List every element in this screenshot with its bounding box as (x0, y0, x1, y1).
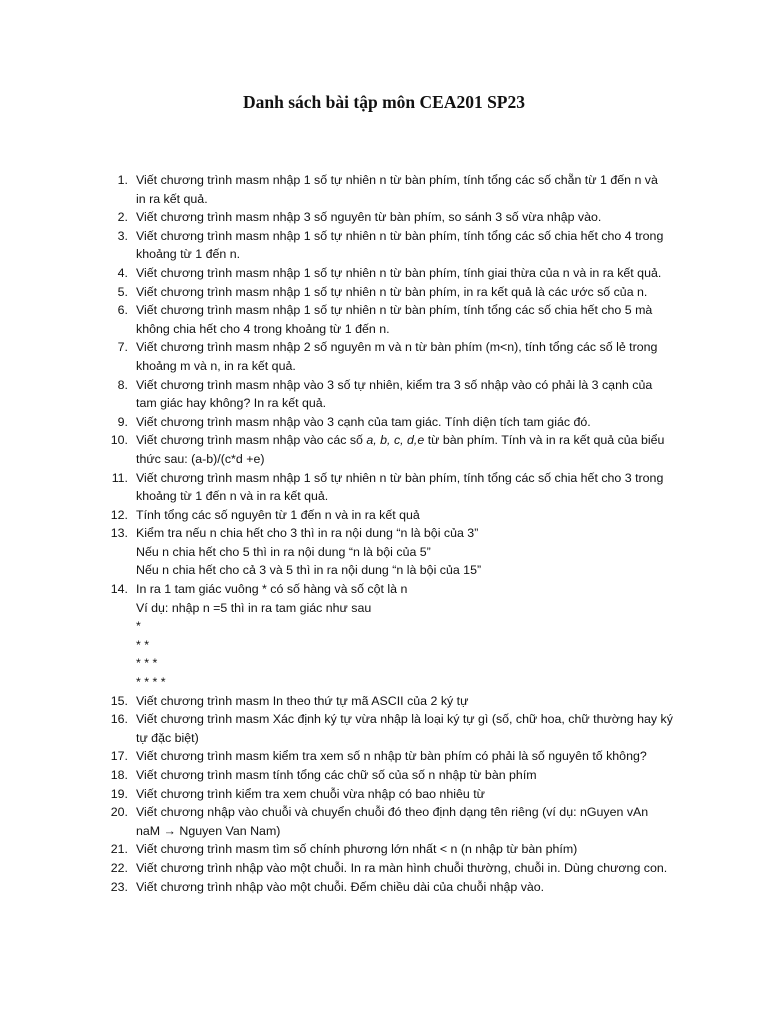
exercise-text-line: không chia hết cho 4 trong khoảng từ 1 đến n. (136, 321, 390, 336)
exercise-number: 1. (117, 173, 128, 187)
exercise-text-line: Tính tổng các số nguyên từ 1 đến n và in ra kết quả (136, 507, 420, 522)
exercise-item (104, 376, 684, 413)
exercise-text-line: naM → Nguyen Van Nam) (136, 823, 281, 838)
exercise-item (104, 692, 684, 711)
exercise-number: 11. (111, 470, 128, 485)
exercise-item (104, 469, 684, 506)
exercise-number: 4. (117, 265, 128, 280)
exercise-number: 17. (110, 749, 128, 764)
exercise-item (104, 208, 684, 227)
exercise-text-line: Viết chương nhập vào chuỗi và chuyển chuỗi đó theo định dạng tên riêng (ví dụ: nGuyen vAn (136, 805, 649, 820)
exercise-number: 16. (110, 712, 128, 727)
exercise-number: 3. (117, 228, 128, 243)
exercise-number: 22. (110, 860, 128, 875)
exercise-text-line: Viết chương trình masm nhập 1 số tự nhiên n từ bàn phím, tính tổng các số chẵn từ 1 đến n và (136, 173, 658, 187)
exercise-text-line: tam giác hay không? In ra kết quả. (136, 396, 327, 411)
page-title: Danh sách bài tập môn CEA201 SP23 (243, 92, 525, 112)
exercise-item (104, 710, 684, 747)
exercise-text-line: Viết chương trình masm nhập 1 số tự nhiên n từ bàn phím, tính tổng các số chia hết cho 3 trong (136, 470, 664, 485)
exercise-text-line: khoảng từ 1 đến n và in ra kết quả. (136, 489, 329, 504)
exercise-text-line: Nếu n chia hết cho 5 thì in ra nội dung “n là bội của 5” (136, 544, 431, 559)
exercise-item (104, 506, 684, 525)
exercise-text-line: * * * * (136, 675, 166, 690)
exercise-number: 18. (110, 768, 128, 782)
exercise-text-line: Viết chương trình masm nhập 1 số tự nhiên n từ bàn phím, tính tổng các số chia hết cho 4 trong (136, 228, 664, 243)
exercise-item (104, 840, 684, 859)
exercise-number: 2. (117, 210, 128, 225)
exercise-text-line: tự đặc biệt) (136, 730, 199, 745)
exercise-item (104, 878, 684, 897)
exercise-number: 20. (110, 805, 128, 820)
exercise-text-line: thức sau: (a-b)/(c*d +e) (136, 451, 265, 466)
exercise-item (104, 264, 684, 283)
exercise-item (104, 859, 684, 878)
exercise-text-line: * * * (136, 656, 158, 671)
exercise-item (104, 766, 684, 785)
exercise-item (104, 227, 684, 264)
exercise-number: 14. (110, 582, 128, 597)
exercise-text-line: Viết chương trình masm nhập vào 3 số tự nhiên, kiểm tra 3 số nhập vào có phải là 3 cạnh của (136, 377, 653, 392)
exercise-text-line: Viết chương trình masm nhập vào các số a, b, c, d,e từ bàn phím. Tính và in ra kết quả của biểu (136, 433, 665, 448)
exercise-text-line: Viết chương trình masm nhập 2 số nguyên m và n từ bàn phím (m<n), tính tổng các số lẻ trong (136, 340, 658, 355)
exercise-item (104, 431, 684, 468)
exercise-number: 5. (117, 284, 128, 299)
exercise-text-line: khoảng từ 1 đến n. (136, 247, 241, 262)
exercise-number: 19. (110, 786, 128, 801)
exercise-text-line: in ra kết quả. (136, 191, 208, 206)
exercise-text-line: Viết chương trình nhập vào một chuỗi. In ra màn hình chuỗi thường, chuỗi in. Dùng chương con. (136, 860, 668, 875)
exercise-item (104, 171, 684, 208)
exercise-number: 13. (110, 526, 128, 541)
exercise-text-line: Viết chương trình masm Xác định ký tự vừa nhập là loại ký tự gì (số, chữ hoa, chữ thường hay ký (136, 712, 673, 727)
exercise-number: 10. (110, 433, 128, 448)
exercise-text-line: Nếu n chia hết cho cả 3 và 5 thì in ra nội dung “n là bội của 15” (136, 563, 482, 578)
exercise-number: 12. (110, 507, 128, 522)
exercise-text-line: Viết chương trình masm kiểm tra xem số n nhập từ bàn phím có phải là số nguyên tố không? (136, 749, 647, 764)
exercise-text-line: Viết chương trình masm nhập 1 số tự nhiên n từ bàn phím, tính giai thừa của n và in ra kết quả. (136, 265, 662, 280)
exercise-text-line: khoảng m và n, in ra kết quả. (136, 358, 296, 373)
exercise-item (104, 580, 684, 692)
exercise-item (104, 785, 684, 804)
exercise-item (104, 524, 684, 580)
exercise-item (104, 747, 684, 766)
exercise-number: 23. (110, 879, 128, 894)
exercise-text-line: Ví dụ: nhập n =5 thì in ra tam giác như sau (136, 600, 372, 615)
exercise-text-line: Viết chương trình masm nhập vào 3 cạnh của tam giác. Tính diện tích tam giác đó. (136, 414, 591, 429)
exercise-text-line: In ra 1 tam giác vuông * có số hàng và số cột là n (136, 582, 408, 597)
exercise-item (104, 338, 684, 375)
exercise-item (104, 283, 684, 302)
exercise-text-line: Kiểm tra nếu n chia hết cho 3 thì in ra nội dung “n là bội của 3” (136, 526, 479, 541)
exercise-text-line: Viết chương trình nhập vào một chuỗi. Đếm chiều dài của chuỗi nhập vào. (136, 879, 545, 894)
exercise-text-line: Viết chương trình kiểm tra xem chuỗi vừa nhập có bao nhiêu từ (136, 786, 485, 801)
exercise-item (104, 301, 684, 338)
exercise-text-line: * * (136, 637, 150, 652)
exercise-number: 8. (117, 377, 128, 392)
exercise-text-line: Viết chương trình masm tính tổng các chữ số của số n nhập từ bàn phím (136, 768, 537, 782)
exercise-number: 15. (110, 693, 128, 708)
exercise-number: 7. (117, 340, 128, 355)
exercise-item (104, 413, 684, 432)
exercise-text-line: Viết chương trình masm nhập 3 số nguyên từ bàn phím, so sánh 3 số vừa nhập vào. (136, 210, 602, 225)
exercise-item (104, 803, 684, 840)
exercise-number: 21. (110, 842, 128, 857)
exercise-text-line: Viết chương trình masm tìm số chính phương lớn nhất < n (n nhập từ bàn phím) (136, 842, 578, 857)
exercise-text-line: * (136, 619, 141, 634)
exercise-number: 6. (117, 303, 128, 318)
exercise-text-line: Viết chương trình masm nhập 1 số tự nhiên n từ bàn phím, tính tổng các số chia hết cho 5 mà (136, 303, 653, 318)
exercise-text-line: Viết chương trình masm nhập 1 số tự nhiên n từ bàn phím, in ra kết quả là các ước số của n. (136, 284, 648, 299)
exercise-number: 9. (117, 414, 128, 429)
exercise-text-line: Viết chương trình masm In theo thứ tự mã ASCII của 2 ký tự (136, 693, 469, 708)
exercise-list (104, 171, 684, 896)
